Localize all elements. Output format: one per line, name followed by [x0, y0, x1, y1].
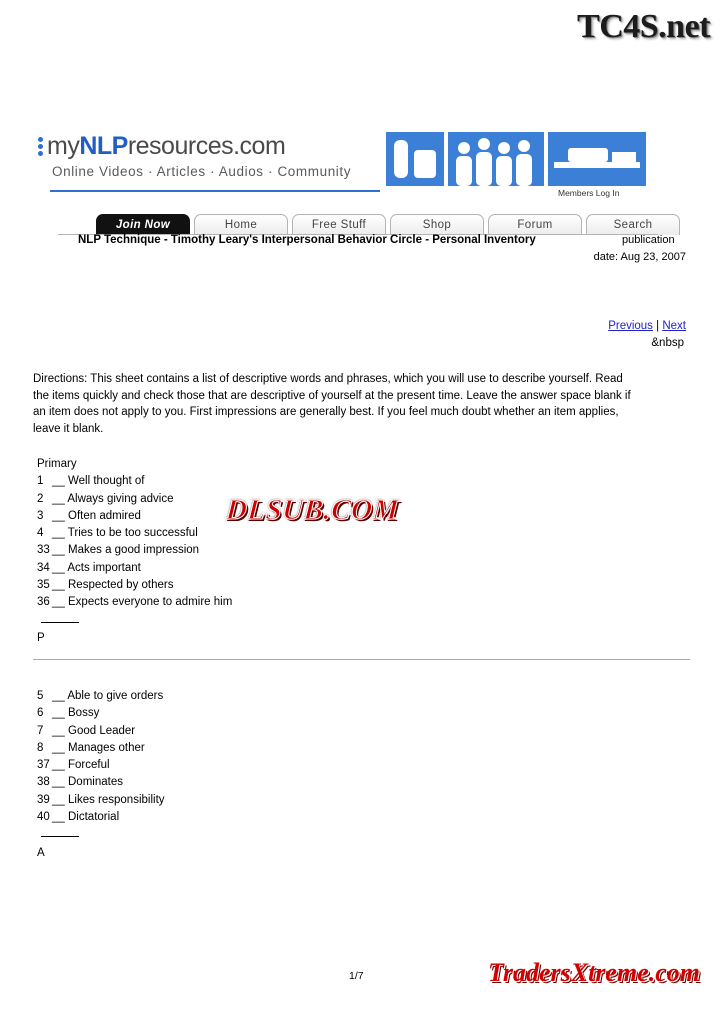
item-number: 1: [37, 475, 44, 488]
item-number: 36: [37, 596, 50, 609]
item-label: Always giving advice: [67, 492, 174, 505]
score-blank[interactable]: [37, 826, 165, 843]
list-item[interactable]: 35 __ Respected by others: [37, 577, 232, 594]
logo-tagline: Online Videos · Articles · Audios · Community: [52, 164, 352, 179]
item-number: 7: [37, 724, 44, 737]
item-number: 39: [37, 793, 50, 806]
nav-separator: |: [656, 320, 660, 332]
item-number: 4: [37, 527, 44, 540]
logo-my: my: [47, 132, 80, 160]
photo-thumb-1: [386, 132, 444, 186]
item-label: Tries to be too successful: [67, 527, 198, 540]
item-label: Able to give orders: [67, 690, 164, 702]
list-item[interactable]: 5 __ Able to give orders: [37, 688, 165, 705]
logo-underline: [50, 190, 380, 192]
tc4s-watermark: TC4S.net: [577, 8, 710, 45]
item-label: Makes a good impression: [68, 544, 200, 557]
list-item[interactable]: 33 __ Makes a good impression: [37, 542, 232, 559]
item-number: 2: [37, 492, 44, 505]
item-label: Bossy: [68, 707, 100, 720]
item-label: Well thought of: [68, 475, 145, 488]
score-letter: A: [37, 846, 45, 859]
inventory-section-dominance: [37, 688, 165, 862]
site-logo[interactable]: [38, 132, 378, 179]
site-nav: [58, 214, 658, 236]
logo-wordmark: [38, 132, 378, 161]
item-number: 8: [37, 741, 44, 754]
item-number: 37: [37, 759, 50, 772]
inventory-section-primary: [37, 456, 232, 647]
item-number: 40: [37, 811, 50, 824]
nav-tab-home[interactable]: Home: [194, 214, 288, 235]
list-item[interactable]: 7 __ Good Leader: [37, 723, 165, 740]
list-item[interactable]: 40 __ Dictatorial: [37, 809, 165, 826]
item-number: 33: [37, 544, 50, 557]
score-blank[interactable]: [37, 612, 232, 629]
logo-rest: resources.com: [127, 132, 286, 160]
item-number: 35: [37, 579, 50, 592]
item-number: 38: [37, 776, 50, 789]
list-item[interactable]: 1 __ Well thought of: [37, 473, 232, 490]
list-item[interactable]: 38 __ Dominates: [37, 774, 165, 791]
list-item[interactable]: 34 __ Acts important: [37, 560, 232, 577]
header-photo-strip: [386, 132, 686, 198]
list-item[interactable]: 3 __ Often admired: [37, 508, 232, 525]
directions-paragraph: Directions: This sheet contains a list of descriptive words and phrases, which you will use to describe yourself. Read the items quickly and check those that are descriptive of yourself at the present time. Leave the answer space blank if an item does not apply to you. First impressions are generally best. If you feel much doubt whether an item applies, leave it blank.: [33, 373, 631, 435]
item-label: Likes responsibility: [68, 793, 165, 806]
tradersxtreme-watermark: TradersXtreme.com: [487, 958, 700, 987]
publication-date: date: Aug 23, 2007: [593, 251, 686, 263]
list-item[interactable]: 36 __ Expects everyone to admire him: [37, 594, 232, 611]
nav-tab-search[interactable]: Search: [586, 214, 680, 235]
dlsub-watermark: DLSUB.COM: [224, 494, 401, 526]
nav-tab-free-stuff[interactable]: Free Stuff: [292, 214, 386, 235]
next-link[interactable]: Next: [662, 320, 686, 332]
photo-thumb-3: [548, 132, 646, 186]
members-login-link[interactable]: Members Log In: [558, 188, 620, 198]
score-letter: P: [37, 631, 45, 644]
nav-tab-join-now[interactable]: Join Now: [96, 214, 190, 235]
page-number: 1/7: [349, 970, 364, 982]
item-number: 34: [37, 561, 50, 574]
site-header: [38, 132, 686, 242]
item-label: Expects everyone to admire him: [68, 596, 233, 609]
list-item[interactable]: 39 __ Likes responsibility: [37, 792, 165, 809]
item-label: Dominates: [68, 776, 123, 789]
item-label: Manages other: [68, 741, 145, 754]
item-label: Dictatorial: [68, 811, 120, 824]
item-label: Acts important: [67, 561, 141, 574]
list-item[interactable]: 37 __ Forceful: [37, 757, 165, 774]
item-number: 6: [37, 707, 44, 720]
logo-dots-icon: [38, 137, 43, 158]
photo-thumb-2: [448, 132, 544, 186]
item-label: Often admired: [68, 509, 141, 522]
section-heading: Primary: [37, 458, 77, 470]
page-navigation: [608, 320, 686, 332]
nav-tab-shop[interactable]: Shop: [390, 214, 484, 235]
list-item[interactable]: 4 __ Tries to be too successful: [37, 525, 232, 542]
logo-nlp: NLP: [79, 132, 128, 160]
list-item[interactable]: 8 __ Manages other: [37, 740, 165, 757]
item-number: 3: [37, 509, 44, 522]
nbsp-text: &nbsp: [651, 337, 684, 349]
item-label: Forceful: [68, 759, 110, 772]
item-label: Good Leader: [68, 724, 136, 737]
list-item[interactable]: 2 __ Always giving advice: [37, 491, 232, 508]
item-number: 5: [37, 690, 44, 702]
publication-label: publication: [622, 234, 675, 246]
previous-link[interactable]: Previous: [608, 320, 653, 332]
item-label: Respected by others: [68, 579, 174, 592]
section-divider: [33, 659, 690, 660]
page-title: NLP Technique - Timothy Leary's Interpersonal Behavior Circle - Personal Inventory: [78, 234, 536, 246]
list-item[interactable]: 6 __ Bossy: [37, 705, 165, 722]
nav-tab-forum[interactable]: Forum: [488, 214, 582, 235]
